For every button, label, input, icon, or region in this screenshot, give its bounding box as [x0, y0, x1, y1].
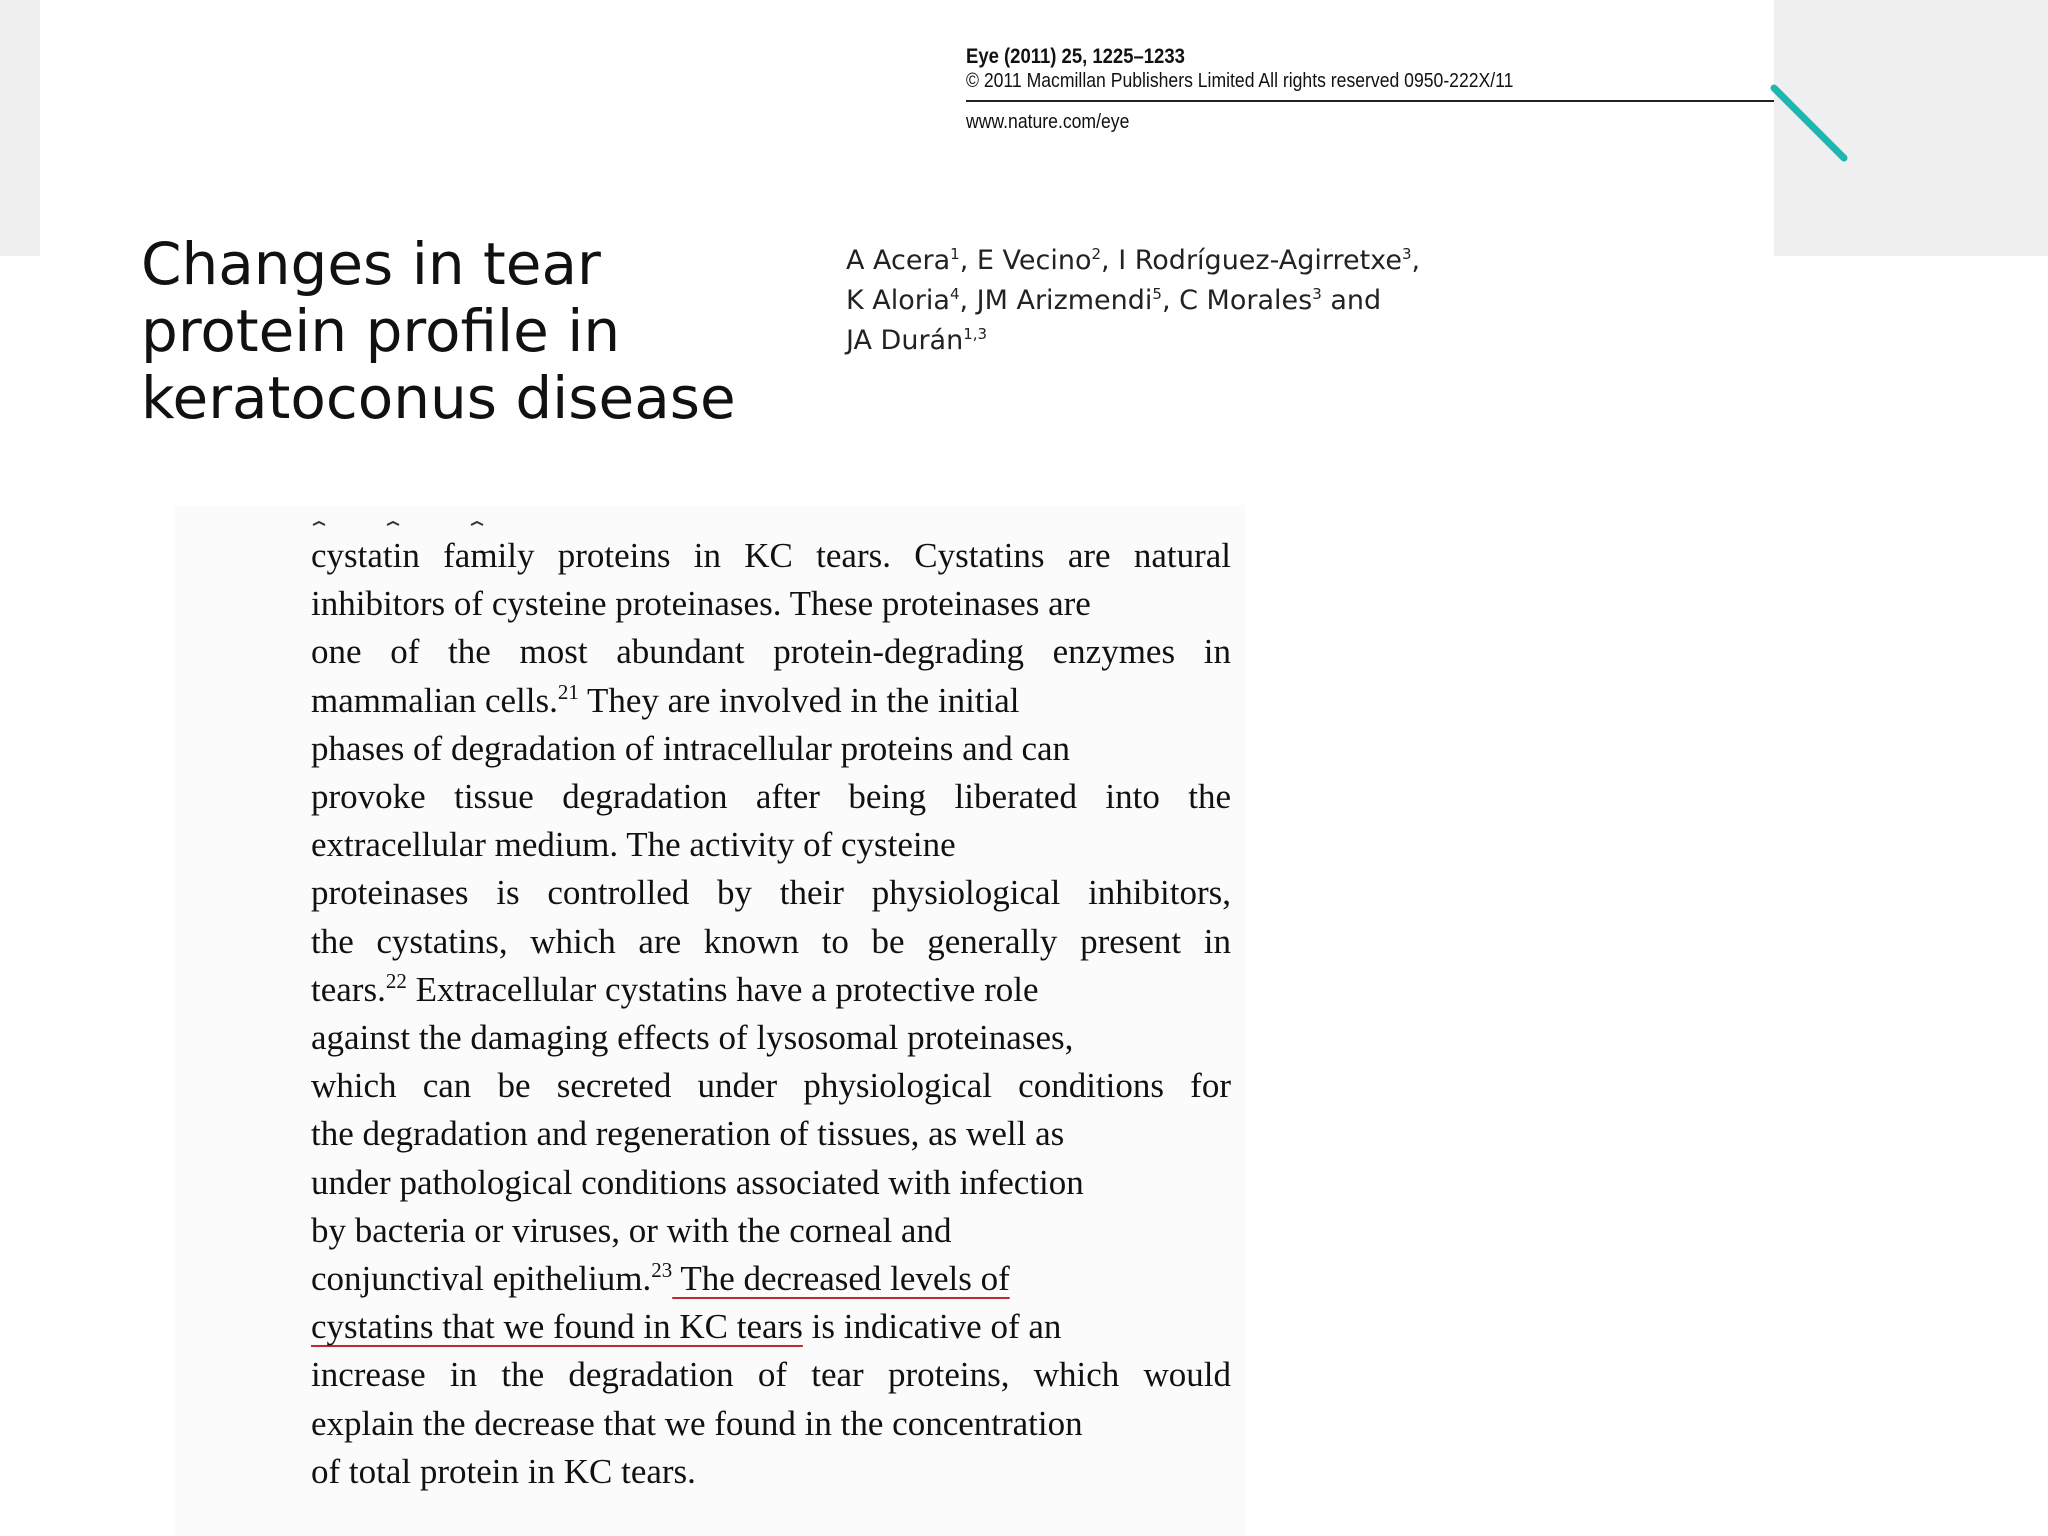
journal-url: www.nature.com/eye: [966, 111, 1130, 133]
journal-citation: Eye (2011) 25, 1225–1233: [966, 45, 1185, 68]
paragraph-line: provoke tissue degradation after being liberated into the: [311, 777, 1231, 817]
underlined-highlight: cystatins that we found in KC tears: [311, 1307, 803, 1347]
author-name: JA Durán: [846, 325, 964, 356]
paragraph-line: [311, 677, 1231, 725]
author-name: , JM Arizmendi: [959, 285, 1153, 316]
paragraph-line: the degradation and regeneration of tissues, as well as: [311, 1114, 1065, 1154]
line-text: They are involved in the initial: [578, 680, 1020, 720]
author-line: [846, 281, 1486, 321]
author-list: [846, 241, 1486, 361]
author-name: K Aloria: [846, 285, 950, 316]
paragraph-line: [311, 1255, 1231, 1303]
paragraph-line: phases of degradation of intracellular proteins and can: [311, 728, 1071, 768]
paragraph-line: [311, 1303, 1231, 1351]
cropped-glyph-mark: [471, 522, 483, 525]
paragraph-line: proteinases is controlled by their physiological inhibitors,: [311, 873, 1231, 913]
author-affiliation: 2: [1091, 245, 1102, 263]
excerpt-paragraph: [311, 532, 1231, 1496]
author-name: , C Morales: [1161, 285, 1313, 316]
teal-accent-line: [1774, 88, 1844, 158]
cropped-glyph-mark: [313, 522, 325, 525]
author-affiliation: 1,3: [963, 325, 988, 343]
article-title: [141, 231, 761, 432]
line-text: Extracellular cystatins have a protective role: [406, 969, 1039, 1009]
author-name: A Acera: [846, 245, 951, 276]
author-name: , E Vecino: [959, 245, 1092, 276]
teal-accent-stroke: [1760, 70, 1880, 180]
line-text: is indicative of an: [802, 1307, 1062, 1347]
cropped-line-marks: [311, 519, 511, 527]
paragraph-line: extracellular medium. The activity of cysteine: [311, 825, 956, 865]
line-text: conjunctival epithelium.: [311, 1259, 652, 1299]
header-rule: [966, 100, 1774, 102]
paragraph-line: one of the most abundant protein-degrading enzymes in: [311, 632, 1231, 672]
author-line: [846, 321, 1486, 361]
paragraph-line: cystatin family proteins in KC tears. Cystatins are natural: [311, 536, 1231, 575]
author-line: [846, 241, 1486, 281]
reference-superscript: 22: [385, 968, 407, 993]
paragraph-line: the cystatins, which are known to be generally present in: [311, 921, 1231, 961]
paragraph-line: of total protein in KC tears.: [311, 1451, 696, 1491]
paragraph-line: against the damaging effects of lysosomal proteinases,: [311, 1018, 1074, 1058]
reference-superscript: 21: [557, 679, 579, 704]
author-separator: ,: [1411, 245, 1421, 276]
author-affiliation: 3: [1312, 285, 1322, 303]
paragraph-line: which can be secreted under physiological conditions for: [311, 1066, 1231, 1106]
line-text: tears.: [311, 969, 386, 1009]
underlined-highlight: The decreased levels of: [672, 1259, 1010, 1299]
author-affiliation: 4: [949, 285, 960, 303]
paragraph-line: [311, 966, 1231, 1014]
paragraph-line: by bacteria or viruses, or with the corneal and: [311, 1210, 952, 1250]
title-line: protein profile in: [141, 297, 621, 365]
author-affiliation: 5: [1152, 285, 1162, 303]
journal-copyright: © 2011 Macmillan Publishers Limited All rights reserved 0950-222X/11: [966, 70, 1514, 92]
title-line: keratoconus disease: [141, 364, 736, 432]
paragraph-line: explain the decrease that we found in the concentration: [311, 1403, 1083, 1443]
title-line: Changes in tear: [141, 230, 601, 298]
line-text: mammalian cells.: [311, 680, 558, 720]
journal-header: [966, 44, 1677, 93]
reference-superscript: 23: [651, 1258, 673, 1283]
cropped-glyph-mark: [387, 522, 399, 525]
paragraph-line: inhibitors of cysteine proteinases. These proteinases are: [311, 584, 1091, 624]
paragraph-line: under pathological conditions associated with infection: [311, 1162, 1084, 1202]
author-name: , I Rodríguez-Agirretxe: [1101, 245, 1402, 276]
author-separator: and: [1321, 285, 1382, 316]
paragraph-line: increase in the degradation of tear proteins, which would: [311, 1355, 1231, 1395]
author-affiliation: 3: [1401, 245, 1412, 263]
author-affiliation: 1: [950, 245, 960, 263]
